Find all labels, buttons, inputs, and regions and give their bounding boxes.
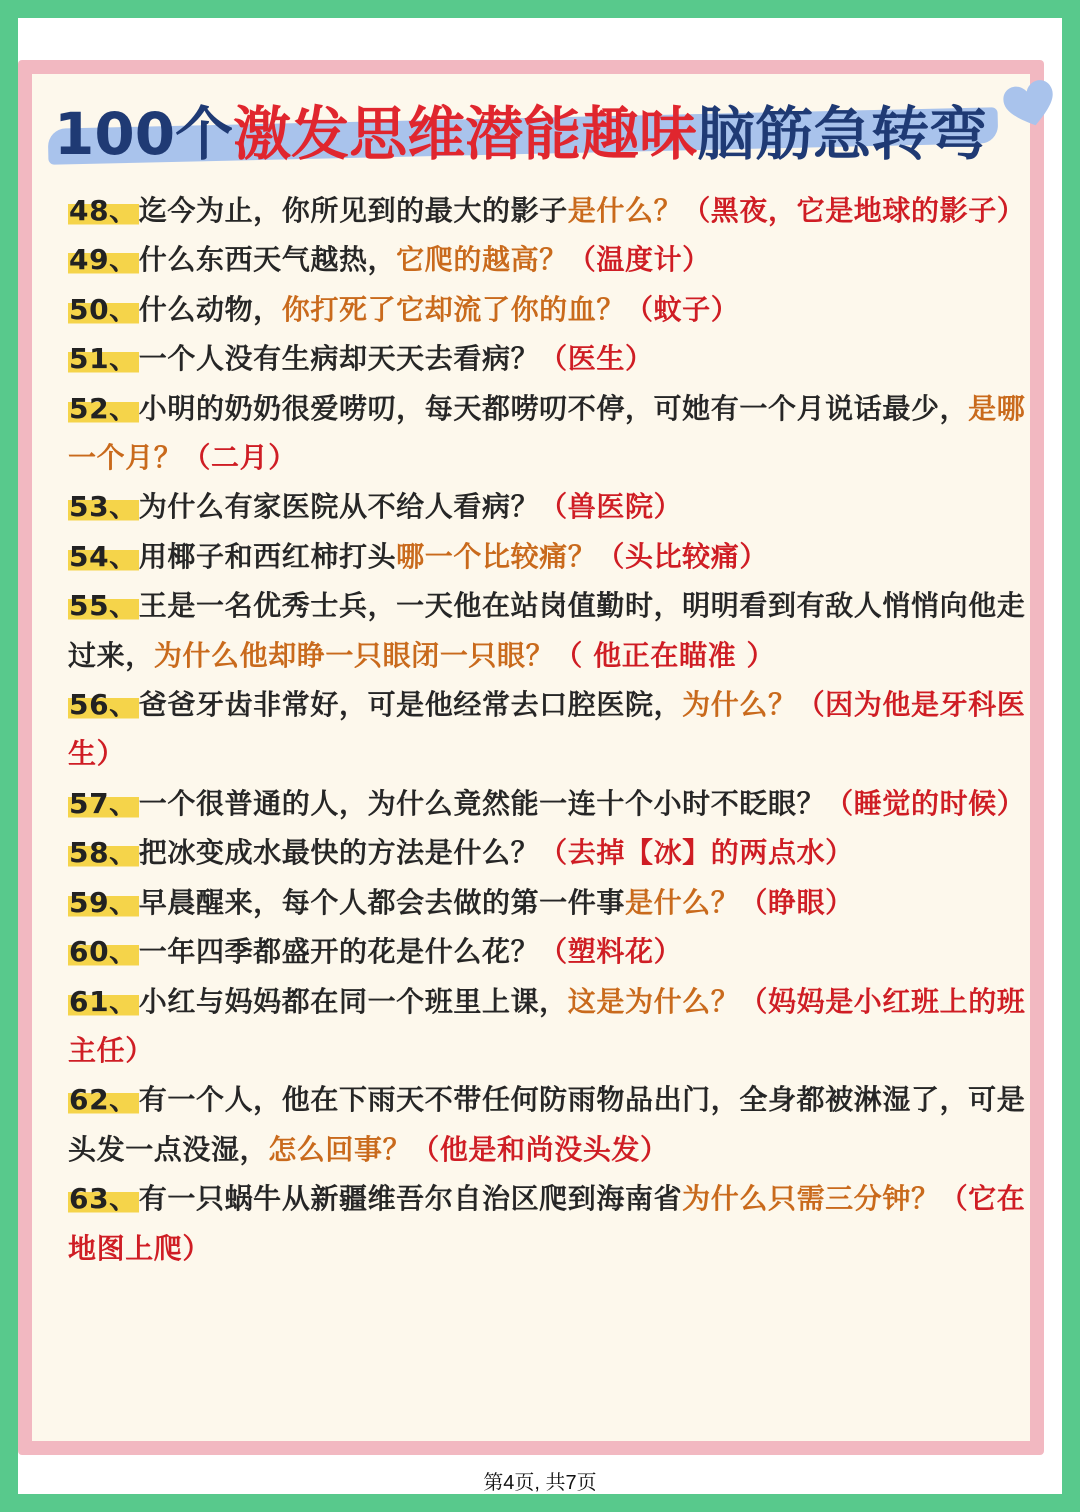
riddle-question: 王是一名优秀士兵，一天他在站岗值勤时，明明看到有敌人悄悄向他走过来， bbox=[68, 589, 1026, 672]
riddle-number: 49、 bbox=[69, 243, 138, 277]
riddle-item bbox=[68, 334, 1030, 383]
riddle-item bbox=[68, 779, 1030, 828]
riddle-answer: （蚊子） bbox=[624, 292, 740, 326]
heart-icon bbox=[1000, 74, 1060, 134]
riddle-answer: （二月） bbox=[182, 441, 297, 475]
riddle-answer: （头比较痛） bbox=[596, 539, 768, 573]
riddle-question: 有一个人，他在下雨天不带任何防雨物品出门，全身都被淋湿了，可是头发一点没湿， bbox=[68, 1083, 1026, 1166]
title-part-highlight: 激发思维潜能趣味 bbox=[233, 100, 698, 168]
riddle-question: 一年四季都盛开的花是什么花？ bbox=[138, 935, 540, 969]
riddle-number: 52、 bbox=[69, 391, 138, 425]
riddle-number: 51、 bbox=[69, 342, 138, 376]
riddle-number: 58、 bbox=[69, 836, 138, 870]
riddle-answer: （它在地图上爬） bbox=[68, 1182, 1026, 1265]
title-part-count: 100个 bbox=[54, 100, 234, 168]
riddle-number: 57、 bbox=[69, 786, 138, 820]
riddle-question-highlight: 哪一个比较痛？ bbox=[396, 539, 597, 573]
riddle-question-highlight: 是哪一个月？ bbox=[68, 391, 1026, 475]
riddle-question: 一个很普通的人，为什么竟然能一连十个小时不眨眼？ bbox=[138, 786, 826, 820]
riddle-number: 56、 bbox=[69, 688, 138, 722]
riddle-answer: （妈妈是小红班上的班主任） bbox=[68, 984, 1026, 1067]
riddle-answer: （医生） bbox=[539, 342, 654, 376]
riddle-item bbox=[68, 1075, 1030, 1174]
riddle-number: 61、 bbox=[69, 984, 138, 1018]
riddle-question-highlight: 为什么他却睁一只眼闭一只眼？ bbox=[153, 638, 555, 672]
title-part-topic: 脑筋急转弯 bbox=[697, 100, 988, 168]
riddle-answer: （睁眼） bbox=[739, 885, 854, 919]
riddle-question: 小明的奶奶很爱唠叨，每天都唠叨不停，可她有一个月说话最少， bbox=[138, 391, 969, 425]
riddle-item bbox=[68, 532, 1030, 581]
page-indicator: 第4页, 共7页 bbox=[483, 1472, 597, 1494]
riddle-question-highlight: 为什么只需三分钟？ bbox=[682, 1182, 940, 1216]
riddle-question-highlight: 它爬的越高？ bbox=[396, 243, 568, 277]
riddle-answer: （因为他是牙科医生） bbox=[68, 688, 1026, 771]
riddle-item bbox=[68, 977, 1030, 1076]
riddle-number: 55、 bbox=[69, 589, 138, 623]
riddle-answer: （黑夜，它是地球的影子） bbox=[682, 194, 1026, 227]
riddle-answer: （塑料花） bbox=[539, 935, 683, 969]
riddle-question: 小红与妈妈都在同一个班里上课， bbox=[138, 984, 568, 1018]
riddle-question: 什么东西天气越热， bbox=[138, 243, 397, 277]
riddle-number: 63、 bbox=[69, 1182, 138, 1216]
riddle-item bbox=[68, 235, 1030, 284]
riddle-number: 54、 bbox=[69, 539, 138, 573]
riddle-item bbox=[68, 828, 1030, 877]
riddle-question: 早晨醒来，每个人都会去做的第一件事 bbox=[138, 885, 625, 919]
riddle-question: 为什么有家医院从不给人看病？ bbox=[138, 490, 540, 524]
riddle-question: 有一只蜗牛从新疆维吾尔自治区爬到海南省 bbox=[138, 1182, 683, 1216]
riddle-item bbox=[68, 878, 1030, 927]
riddle-number: 48、 bbox=[69, 194, 138, 227]
riddle-item bbox=[68, 186, 1030, 235]
riddle-question-highlight: 你打死了它却流了你的血？ bbox=[281, 292, 625, 326]
riddle-item bbox=[68, 482, 1030, 531]
riddle-question-highlight: 是什么？ bbox=[567, 194, 683, 227]
riddle-number: 60、 bbox=[69, 935, 138, 969]
riddle-number: 50、 bbox=[69, 292, 138, 326]
riddle-question: 什么动物， bbox=[138, 292, 282, 326]
riddle-question: 迄今为止，你所见到的最大的影子 bbox=[138, 194, 568, 227]
riddle-question-highlight: 怎么回事？ bbox=[268, 1132, 412, 1166]
riddle-number: 62、 bbox=[69, 1083, 138, 1117]
riddle-number: 53、 bbox=[69, 490, 138, 524]
riddle-item bbox=[68, 927, 1030, 976]
riddle-question: 用椰子和西红柿打头 bbox=[138, 539, 397, 573]
riddle-answer: （ 他正在瞄准 ） bbox=[554, 638, 776, 672]
riddle-item bbox=[68, 384, 1030, 483]
riddle-item bbox=[68, 285, 1030, 334]
riddle-answer: （兽医院） bbox=[539, 490, 683, 524]
riddle-item bbox=[68, 1174, 1030, 1273]
riddle-item bbox=[68, 581, 1030, 680]
riddle-question-highlight: 为什么？ bbox=[682, 688, 797, 722]
riddle-item bbox=[68, 680, 1030, 779]
riddle-question: 一个人没有生病却天天去看病？ bbox=[138, 342, 540, 376]
riddle-answer: （去掉【冰】的两点水） bbox=[539, 836, 854, 870]
riddle-number: 59、 bbox=[69, 885, 138, 919]
page-title bbox=[48, 88, 1008, 178]
riddle-list bbox=[68, 186, 1030, 1273]
riddle-answer: （睡觉的时候） bbox=[825, 786, 1026, 820]
riddle-question: 爸爸牙齿非常好，可是他经常去口腔医院， bbox=[138, 688, 683, 722]
riddle-question-highlight: 这是为什么？ bbox=[567, 984, 740, 1018]
riddle-answer: （温度计） bbox=[567, 243, 711, 277]
riddle-answer: （他是和尚没头发） bbox=[411, 1132, 669, 1166]
riddle-question-highlight: 是什么？ bbox=[624, 885, 740, 919]
riddle-question: 把冰变成水最快的方法是什么？ bbox=[138, 836, 540, 870]
